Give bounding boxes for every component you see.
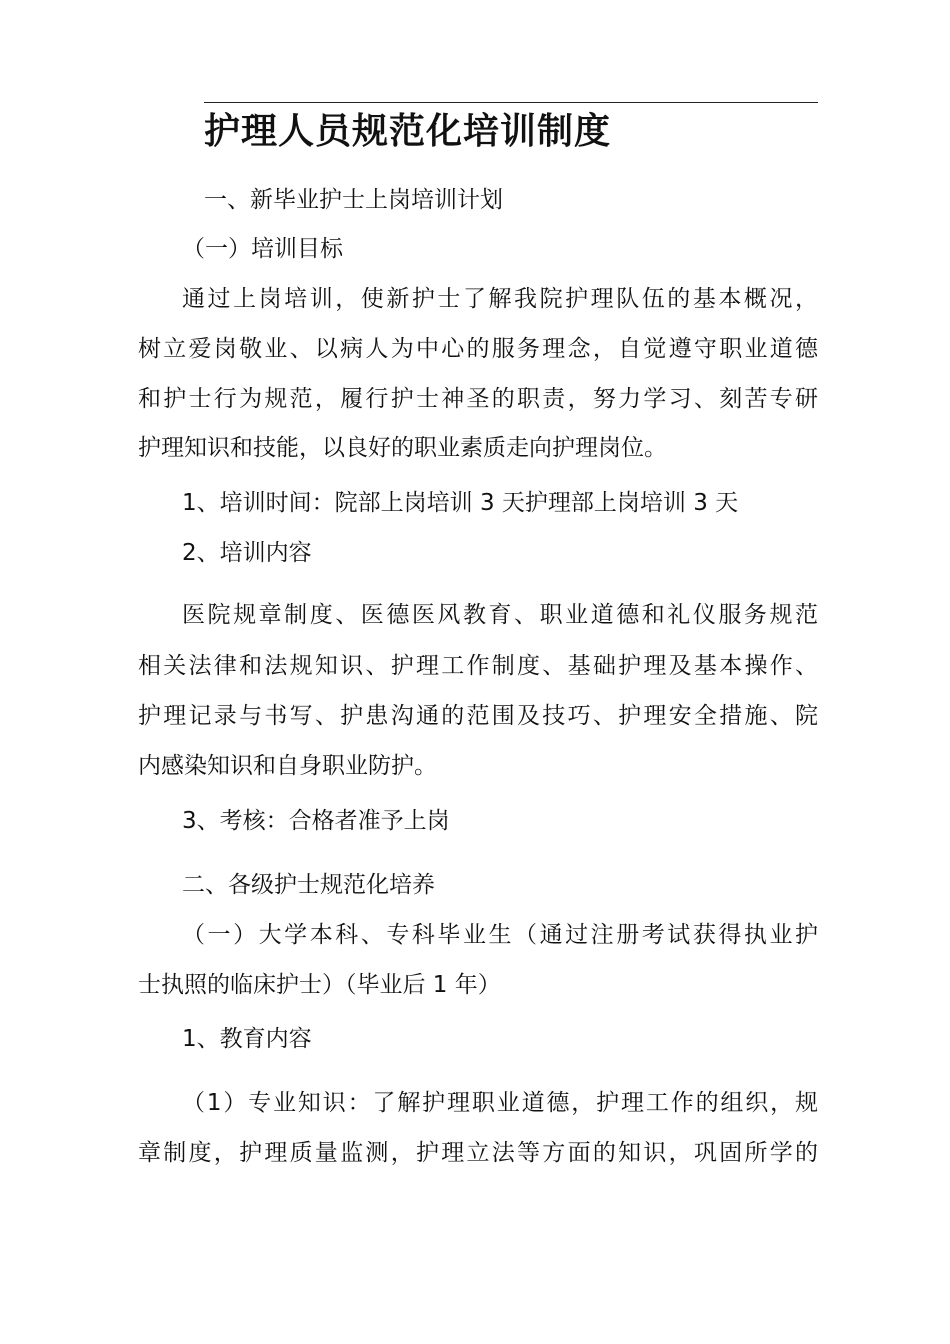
paragraph-line: 护理知识和技能，以良好的职业素质走向护理岗位。 [138, 435, 667, 461]
paragraph-line: 医院规章制度、医德医风教育、职业道德和礼仪服务规范 [182, 602, 818, 628]
paragraph-line: 和护士行为规范，履行护士神圣的职责，努力学习、刻苦专研 [138, 386, 818, 412]
section-heading-1: 一、新毕业护士上岗培训计划 [204, 187, 503, 213]
paragraph-line: 相关法律和法规知识、护理工作制度、基础护理及基本操作、 [138, 653, 818, 679]
paragraph-line: 树立爱岗敬业、以病人为中心的服务理念，自觉遵守职业道德 [138, 336, 818, 362]
paragraph-line: （1）专业知识：了解护理职业道德，护理工作的组织，规 [182, 1090, 818, 1116]
item-assessment: 3、考核：合格者准予上岗 [182, 808, 450, 834]
paragraph-line: 护理记录与书写、护患沟通的范围及技巧、护理安全措施、院 [138, 703, 818, 729]
subsection-heading-graduates: （一）大学本科、专科毕业生（通过注册考试获得执业护 [182, 922, 818, 948]
paragraph-line: 内感染知识和自身职业防护。 [138, 753, 437, 779]
subsection-heading-training-goal: （一）培训目标 [182, 236, 343, 262]
item-training-content: 2、培训内容 [182, 540, 312, 566]
document-title: 护理人员规范化培训制度 [204, 111, 612, 152]
section-heading-2: 二、各级护士规范化培养 [182, 872, 435, 898]
paragraph-line: 通过上岗培训，使新护士了解我院护理队伍的基本概况， [182, 286, 818, 312]
item-training-time: 1、培训时间：院部上岗培训 3 天护理部上岗培训 3 天 [182, 490, 739, 516]
item-education-content: 1、教育内容 [182, 1026, 312, 1052]
header-rule [204, 102, 818, 103]
paragraph-line: 章制度，护理质量监测，护理立法等方面的知识，巩固所学的 [138, 1140, 818, 1166]
subsection-heading-graduates-cont: 士执照的临床护士）（毕业后 1 年） [138, 972, 501, 998]
